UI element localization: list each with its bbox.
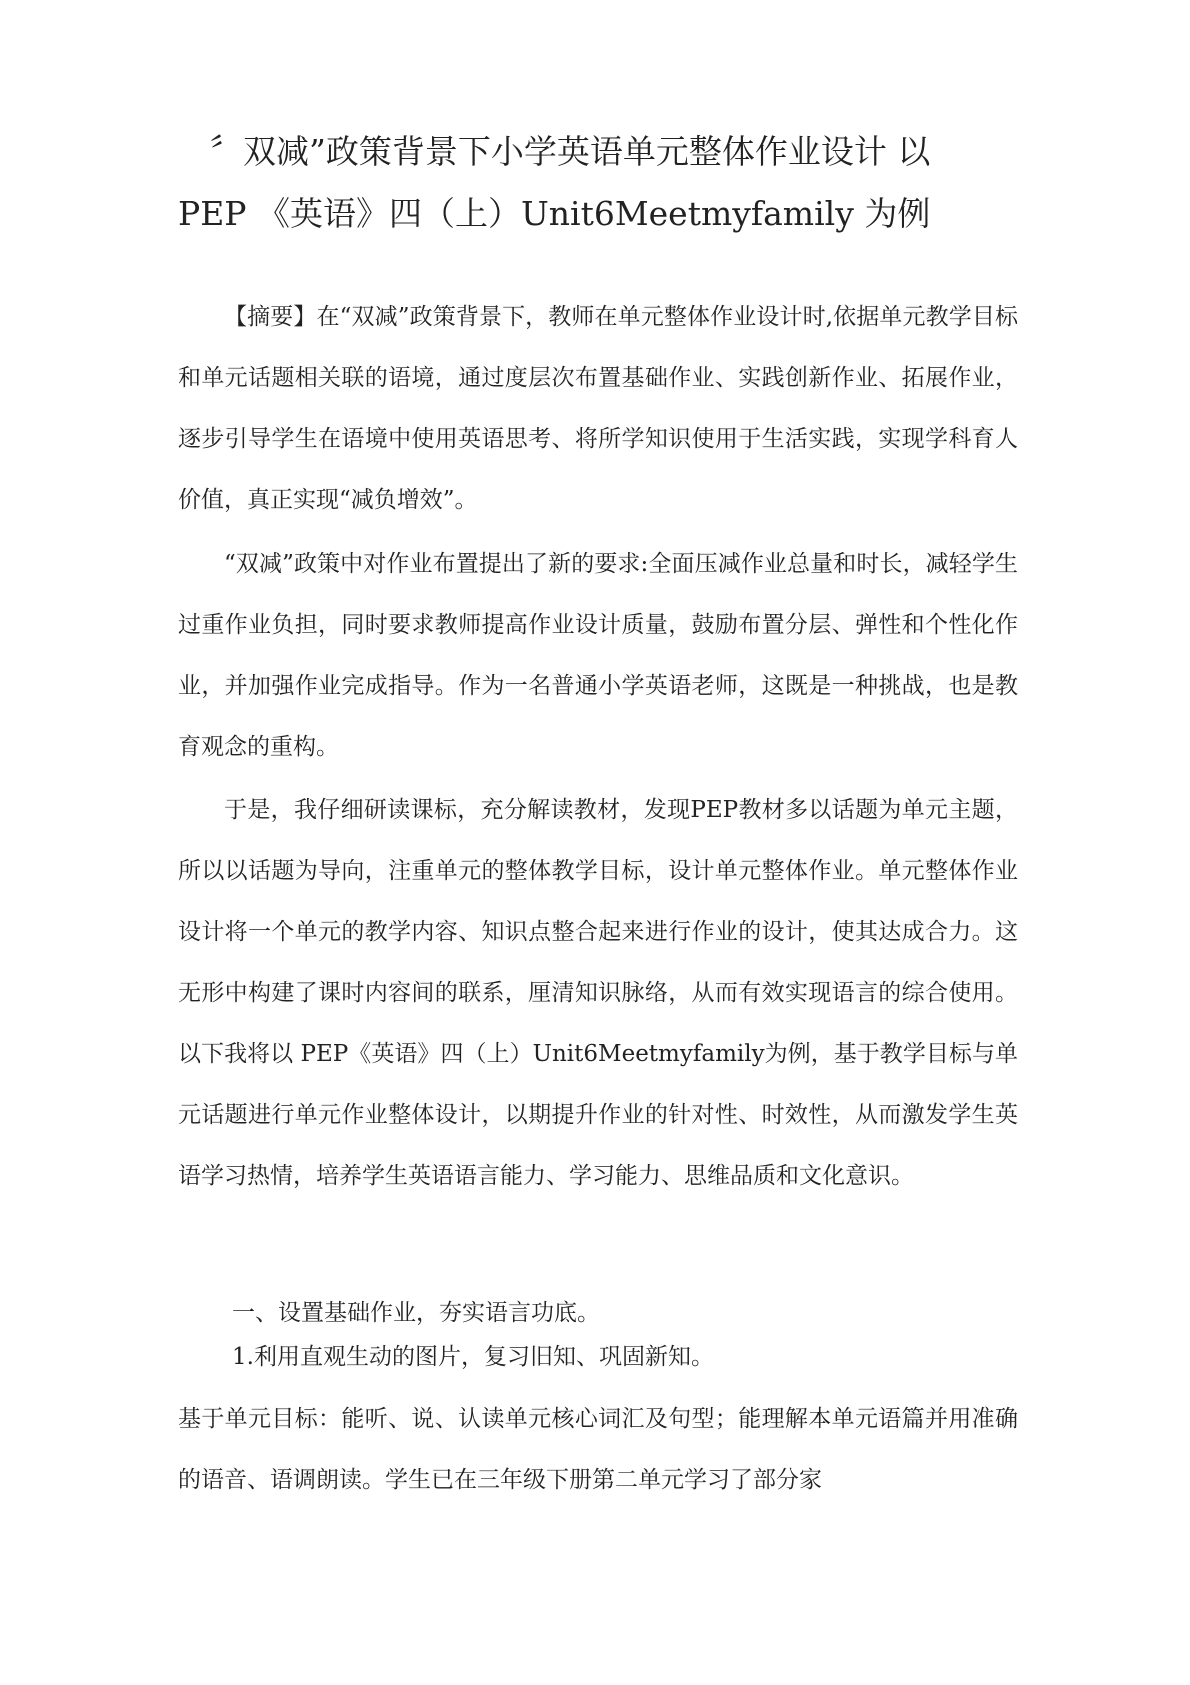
body-paragraph: “双减”政策中对作业布置提出了新的要求:全面压减作业总量和时长，减轻学生过重作业负担，同时要求教师提高作业设计质量，鼓励布置分层、弹性和个性化作业，并加强作业完成指导。作为一名普通小学英语老师，这既是一种挑战，也是教育观念的重构。 [178,551,1018,760]
title-line-2: PEP 《英语》四（上）Unit6Meetmyfamily 为例 [178,194,931,233]
body-paragraph: 基于单元目标：能听、说、认读单元核心词汇及句型；能理解本单元语篇并用准确的语音、语调朗读。学生已在三年级下册第二单元学习了部分家 [178,1406,1018,1493]
body-paragraph: 于是，我仔细研读课标，充分解读教材，发现PEP教材多以话题为单元主题，所以以话题为导向，注重单元的整体教学目标，设计单元整体作业。单元整体作业设计将一个单元的教学内容、知识点整合起来进行作业的设计，使其达成合力。这无形中构建了课时内容间的联系，厘清知识脉络，从而有效实现语言的综合使用。以下我将以 PEP《英语》四（上）Unit6Meetmyfamily为例，基于教学目标与单元话题进行单元作业整体设计，以期提升作业的针对性、时效性，从而激发学生英语学习热情，培养学生英语语言能力、学习能力、思维品质和文化意识。 [178,797,1018,1189]
section-heading: 一、设置基础作业，夯实语言功底。 [232,1300,600,1326]
title-line-1: 〞双减”政策背景下小学英语单元整体作业设计 以 [210,132,931,171]
abstract-paragraph: 【摘要】在“双减”政策背景下，教师在单元整体作业设计时,依据单元教学目标和单元话题相关联的语境，通过度层次布置基础作业、实践创新作业、拓展作业，逐步引导学生在语境中使用英语思考、将所学知识使用于生活实践，实现学科育人价值，真正实现“减负增效”。 [178,304,1018,513]
subsection-heading: 1.利用直观生动的图片，复习旧知、巩固新知。 [232,1344,714,1370]
